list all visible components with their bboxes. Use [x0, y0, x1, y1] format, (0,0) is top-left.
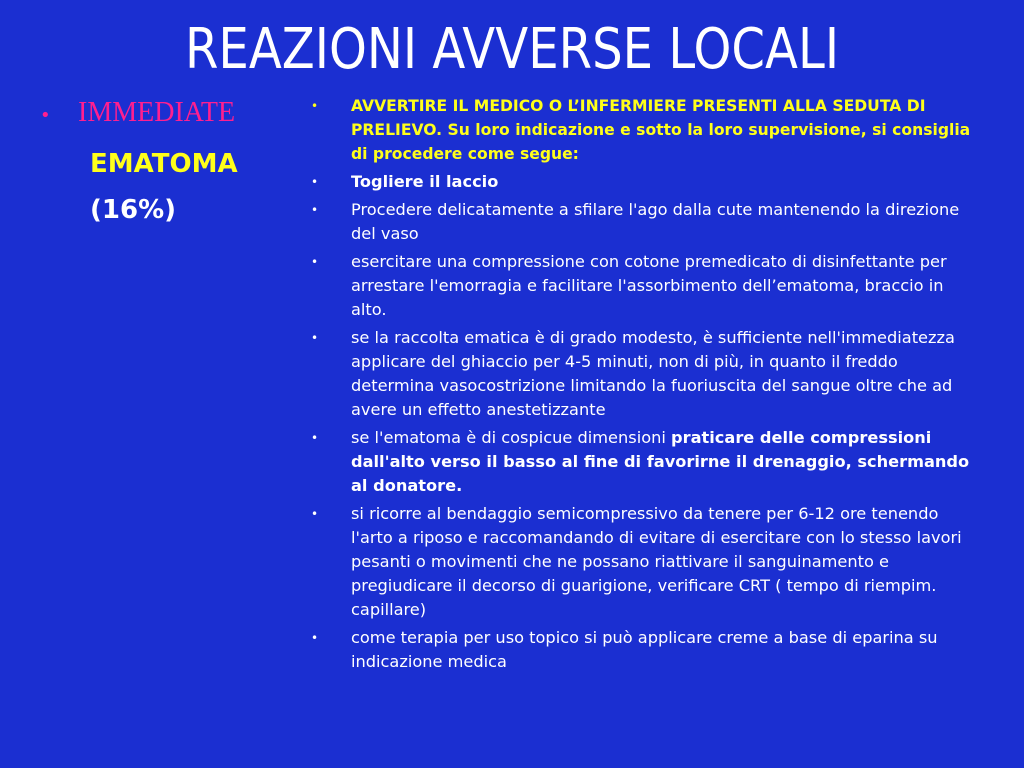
- item-text: AVVERTIRE IL MEDICO O L’INFERMIERE PRESENTI ALLA SEDUTA DI PRELIEVO. Su loro indicazione e sotto la loro supervisione, si consiglia di procedere come segue:: [351, 97, 971, 163]
- ematoma-percentage: (16%): [90, 195, 176, 225]
- item-text: Togliere il laccio: [351, 172, 499, 191]
- item-text: [351, 426, 984, 498]
- item-text: se la raccolta ematica è di grado modesto, è sufficiente nell'immediatezza applicare del ghiaccio per 4-5 minuti, non di più, in quanto il freddo determina vasocostrizione limitando la fuoriuscita del sangue oltre che ad avere un effetto anestetizzante: [351, 328, 955, 419]
- item-text-prefix: se l'ematoma è di cospicue dimensioni: [351, 428, 672, 447]
- bullet-dot: •: [311, 175, 319, 189]
- bullet-dot: •: [311, 203, 319, 217]
- list-item: [309, 198, 984, 246]
- item-text: Procedere delicatamente a sfilare l'ago dalla cute mantenendo la direzione del vaso: [351, 200, 960, 243]
- list-item: [309, 326, 984, 422]
- list-item: [309, 250, 984, 322]
- left-bullet: [40, 96, 300, 133]
- bullet-dot: •: [311, 431, 319, 445]
- list-item: [309, 94, 984, 166]
- item-text: si ricorre al bendaggio semicompressivo da tenere per 6-12 ore tenendo l'arto a riposo e raccomandando di evitare di esercitare con lo stesso lavori pesanti o movimenti che ne possano riattivare il sanguinamento e pregiudicare il decorso di guarigione, verificare CRT ( tempo di riempim. capillare): [351, 504, 962, 619]
- instructions-list: [309, 94, 984, 678]
- bullet-dot: •: [311, 99, 319, 113]
- bullet-dot: •: [311, 255, 319, 269]
- bullet-dot: •: [40, 105, 51, 126]
- list-item: [309, 170, 984, 194]
- item-text: come terapia per uso topico si può applicare creme a base di eparina su indicazione medica: [351, 628, 938, 671]
- ematoma-heading: EMATOMA: [90, 149, 238, 179]
- left-column: [40, 96, 300, 225]
- bullet-dot: •: [311, 331, 319, 345]
- bullet-dot: •: [311, 507, 319, 521]
- item-text-bold: praticare delle compressioni dall'alto verso il basso al fine di favorirne il drenaggio, schermando al donatore.: [351, 428, 970, 495]
- bullet-dot: •: [311, 631, 319, 645]
- item-text: esercitare una compressione con cotone premedicato di disinfettante per arrestare l'emorragia e facilitare l'assorbimento dell’ematoma, braccio in alto.: [351, 252, 947, 319]
- list-item: [309, 502, 984, 622]
- slide-title: REAZIONI AVVERSE LOCALI: [184, 17, 840, 82]
- list-item: [309, 626, 984, 674]
- list-item: [309, 426, 984, 498]
- immediate-label: IMMEDIATE: [78, 97, 236, 128]
